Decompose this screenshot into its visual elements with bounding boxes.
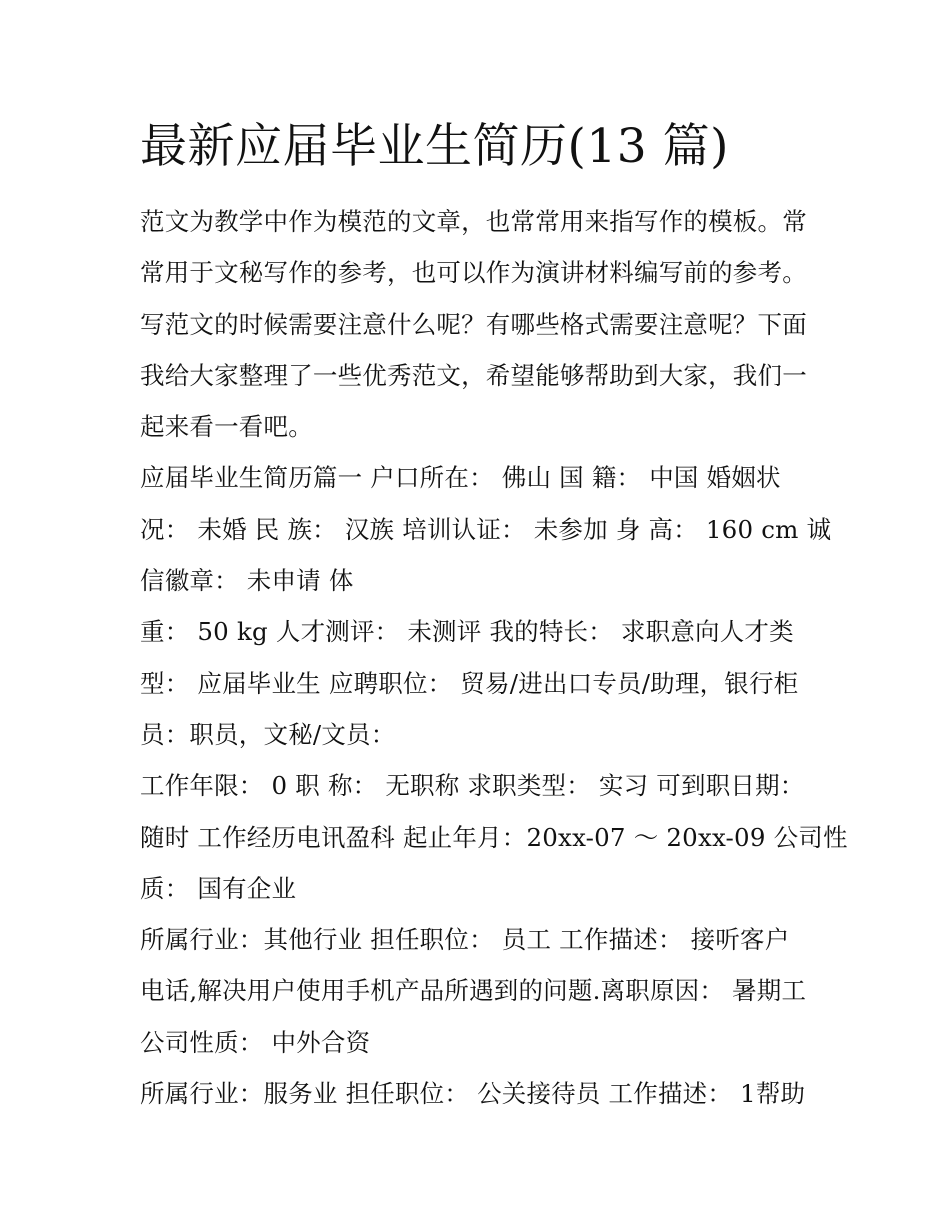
body-line: 常用于文秘写作的参考，也可以作为演讲材料编写前的参考。 — [140, 258, 807, 288]
body-line: 应届毕业生简历篇一 户口所在： 佛山 国 籍： 中国 婚姻状 — [140, 463, 781, 493]
body-line: 随时 工作经历电讯盈科 起止年月：20xx-07 ～ 20xx-09 公司性 — [140, 822, 848, 852]
body-line: 工作年限： 0 职 称： 无职称 求职类型： 实习 可到职日期： — [140, 771, 805, 801]
body-line: 所属行业：服务业 担任职位： 公关接待员 工作描述： 1帮助 — [140, 1079, 806, 1109]
body-line: 范文为教学中作为模范的文章，也常常用来指写作的模板。常 — [140, 207, 807, 236]
body-line: 员：职员，文秘/文员： — [140, 719, 396, 749]
body-line: 质： 国有企业 — [140, 873, 297, 903]
body-line: 重： 50 kg 人才测评： 未测评 我的特长： 求职意向人才类 — [140, 617, 794, 647]
body-line: 电话,解决用户使用手机产品所遇到的问题.离职原因： 暑期工 — [140, 976, 807, 1006]
document-title: 最新应届毕业生简历(13 篇) — [140, 119, 729, 174]
document-body — [140, 196, 848, 1119]
body-line: 信徽章： 未申请 体 — [140, 566, 354, 596]
body-line: 起来看一看吧。 — [140, 412, 313, 442]
body-line: 公司性质： 中外合资 — [140, 1027, 371, 1057]
body-line: 所属行业：其他行业 担任职位： 员工 工作描述： 接听客户 — [140, 925, 790, 955]
body-line: 我给大家整理了一些优秀范文，希望能够帮助到大家，我们一 — [140, 360, 807, 390]
body-line: 写范文的时候需要注意什么呢？有哪些格式需要注意呢？下面 — [140, 309, 807, 339]
body-line: 况： 未婚 民 族： 汉族 培训认证： 未参加 身 高： 160 cm 诚 — [140, 514, 832, 544]
body-line: 型： 应届毕业生 应聘职位： 贸易/进出口专员/助理，银行柜 — [140, 668, 799, 698]
